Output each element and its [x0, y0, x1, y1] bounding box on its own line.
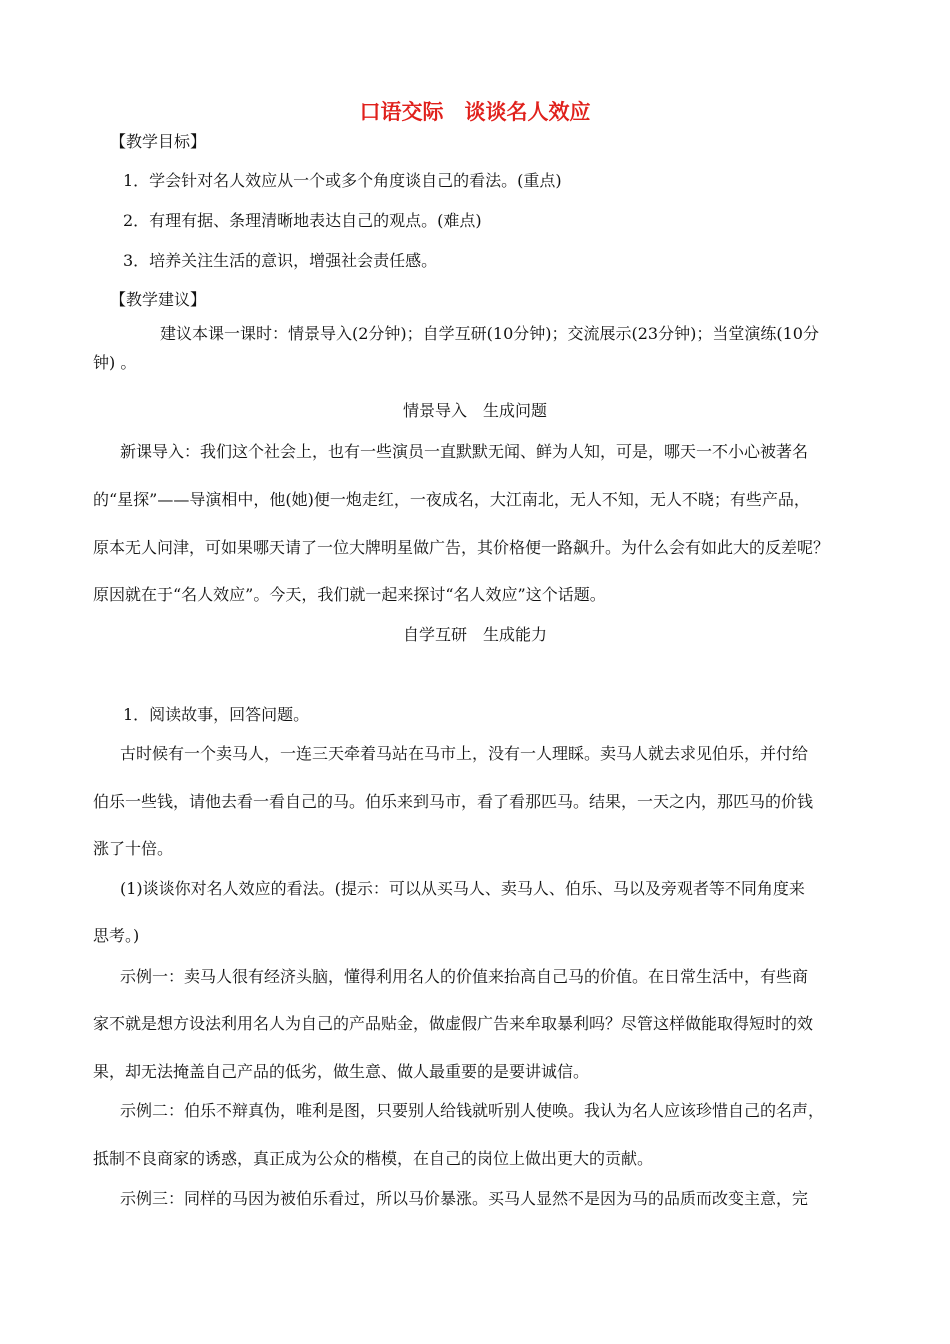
story-line-3: 涨了十倍。 — [93, 839, 174, 858]
section1-line-3: 原本无人问津，可如果哪天请了一位大牌明星做广告，其价格便一路飙升。为什么会有如此大的反差呢？ — [93, 538, 830, 557]
example1-line-1: 示例一：卖马人很有经济头脑，懂得利用名人的价值来抬高自己马的价值。在日常生活中，有些商 — [120, 967, 809, 986]
suggestion-line-1: 建议本课一课时：情景导入(2分钟)；自学互研(10分钟)；交流展示(23分钟)；当堂演练(10分 — [160, 324, 819, 343]
section2-heading: 自学互研 生成能力 — [402, 625, 547, 644]
story-line-1: 古时候有一个卖马人，一连三天牵着马站在马市上，没有一人理睬。卖马人就去求见伯乐，并付给 — [120, 744, 809, 763]
example2-line-1: 示例二：伯乐不辩真伪，唯利是图，只要别人给钱就听别人使唤。我认为名人应该珍惜自己的名声， — [120, 1101, 825, 1120]
objectives-heading: 【教学目标】 — [110, 132, 207, 151]
question-1: 1．阅读故事，回答问题。 — [123, 705, 310, 724]
example2-line-2: 抵制不良商家的诱惑，真正成为公众的楷模，在自己的岗位上做出更大的贡献。 — [93, 1149, 654, 1168]
example1-line-2: 家不就是想方设法利用名人为自己的产品贴金，做虚假广告来牟取暴利吗？尽管这样做能取得短时的效 — [93, 1014, 814, 1033]
objective-item-2: 2．有理有据、条理清晰地表达自己的观点。(难点) — [123, 211, 482, 230]
section1-line-2: 的“星探”——导演相中，他(她)便一炮走红，一夜成名，大江南北，无人不知，无人不晓；有些产品， — [93, 490, 810, 509]
suggestion-line-2: 钟) 。 — [93, 353, 137, 372]
example1-line-3: 果，却无法掩盖自己产品的低劣，做生意、做人最重要的是要讲诚信。 — [93, 1062, 590, 1081]
section1-heading: 情景导入 生成问题 — [402, 401, 547, 420]
objective-item-1: 1．学会针对名人效应从一个或多个角度谈自己的看法。(重点) — [123, 171, 562, 190]
story-line-2: 伯乐一些钱，请他去看一看自己的马。伯乐来到马市，看了看那匹马。结果，一天之内，那匹马的价钱 — [93, 792, 814, 811]
section1-line-4: 原因就在于“名人效应”。今天，我们就一起来探讨“名人效应”这个话题。 — [93, 585, 606, 604]
subquestion-line-1: (1)谈谈你对名人效应的看法。(提示：可以从买马人、卖马人、伯乐、马以及旁观者等不同角度来 — [120, 879, 805, 898]
subquestion-line-2: 思考。) — [93, 926, 140, 945]
section1-line-1: 新课导入：我们这个社会上，也有一些演员一直默默无闻、鲜为人知，可是，哪天一不小心被著名 — [120, 442, 809, 461]
document-title: 口语交际 谈谈名人效应 — [359, 100, 591, 124]
suggestion-heading: 【教学建议】 — [110, 290, 207, 309]
objective-item-3: 3．培养关注生活的意识，增强社会责任感。 — [123, 251, 438, 270]
example3-line-1: 示例三：同样的马因为被伯乐看过，所以马价暴涨。买马人显然不是因为马的品质而改变主意，完 — [120, 1189, 809, 1208]
